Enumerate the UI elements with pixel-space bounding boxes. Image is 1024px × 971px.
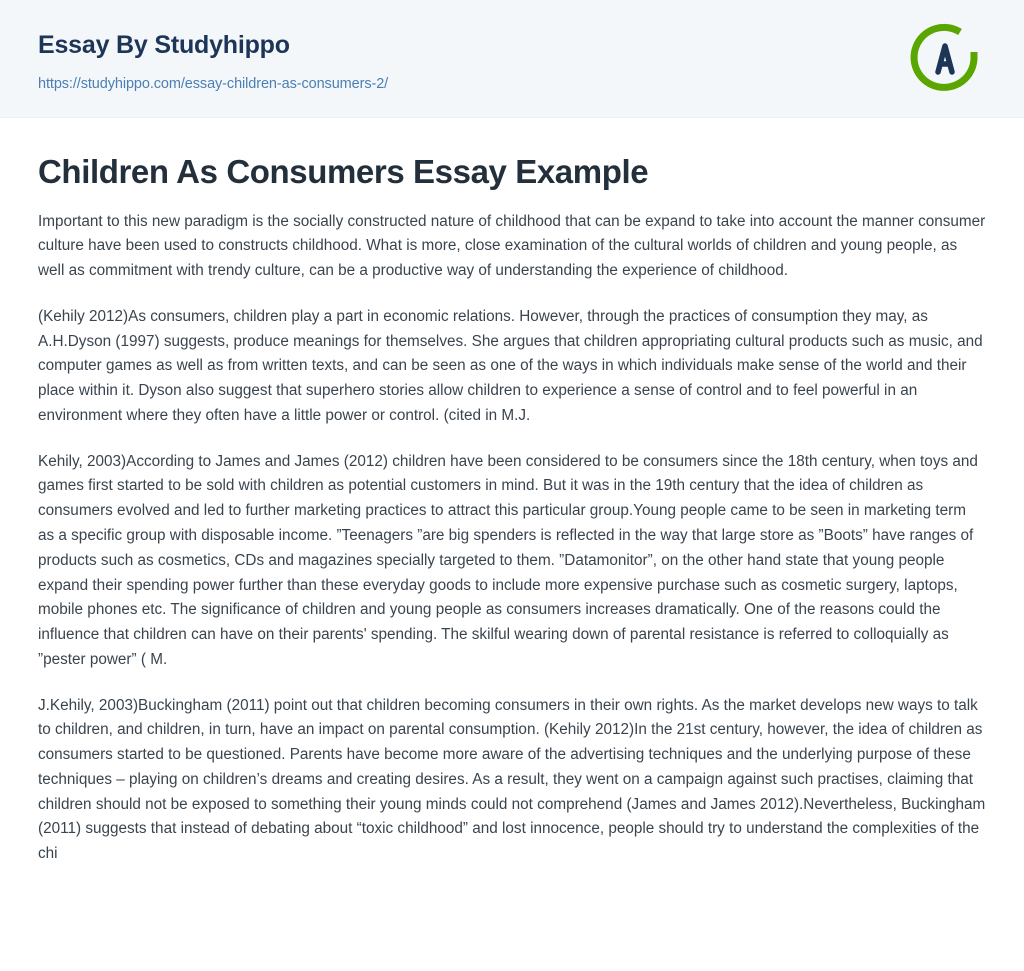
- brand-name: Studyhippo: [154, 31, 290, 59]
- body-paragraph: Kehily, 2003)According to James and James (2012) children have been considered to be consumers since the 18th century, when toys and games first started to be sold with children as potential customers in mind. But it was in the 19th century that the idea of children as consumers evolved and led to further marketing practices to attract this particular group.Young people came to be seen in marketing term as a specific group with disposable income. ”Teenagers ”are big spenders is reflected in the way that large store as ”Boots” have ranges of products such as cosmetics, CDs and magazines specially targeted to them. ”Datamonitor”, on the other hand state that young people expand their spending power further than these everyday goods to include more expensive purchase such as cosmetic surgery, laptops, mobile phones etc. The significance of children and young people as consumers increases dramatically. One of the reasons could the influence that children can have on their parents' spending. The skilful wearing down of parental resistance is referred to colloquially as ”pester power” ( M.: [38, 452, 978, 668]
- site-url-link[interactable]: https://studyhippo.com/essay-children-as-consumers-2/: [38, 76, 389, 92]
- document-content: [0, 118, 1024, 907]
- brand-prefix: Essay By: [38, 31, 155, 59]
- body-paragraph: Important to this new paradigm is the socially constructed nature of childhood that can be expand to take into account the manner consumer culture have been used to constructs childhood. What is more, close examination of the cultural worlds of children and young people, as well as commitment with trendy culture, can be a productive way of understanding the experience of childhood.: [38, 212, 986, 280]
- site-header: [0, 0, 1024, 118]
- brand-title: [38, 30, 986, 60]
- circular-a-logo-icon: [908, 22, 982, 96]
- page-title: Children As Consumers Essay Example: [38, 153, 649, 190]
- body-paragraph: J.Kehily, 2003)Buckingham (2011) point out that children becoming consumers in their own rights. As the market develops new ways to talk to children, and children, in turn, have an impact on parental consumption. (Kehily 2012)In the 21st century, however, the idea of children as consumers started to be questioned. Parents have become more aware of the advertising techniques and the underlying purpose of these techniques – playing on children’s dreams and creating desires. As a result, they went on a campaign against such practises, claiming that children should not be exposed to something their young minds could not comprehend (James and James 2012).Nevertheless, Buckingham (2011) suggests that instead of debating about “toxic childhood” and lost innocence, people should try to understand the complexities of the chi: [38, 696, 986, 863]
- body-paragraph: (Kehily 2012)As consumers, children play a part in economic relations. However, through the practices of consumption they may, as A.H.Dyson (1997) suggests, produce meanings for themselves. She argues that children appropriating cultural products such as music, and computer games as well as from written texts, and can be seen as one of the ways in which individuals make sense of the world and their place within it. Dyson also suggest that superhero stories allow children to experience a sense of control and to feel powerful in an environment where they often have a little power or control. (cited in M.J.: [38, 307, 983, 424]
